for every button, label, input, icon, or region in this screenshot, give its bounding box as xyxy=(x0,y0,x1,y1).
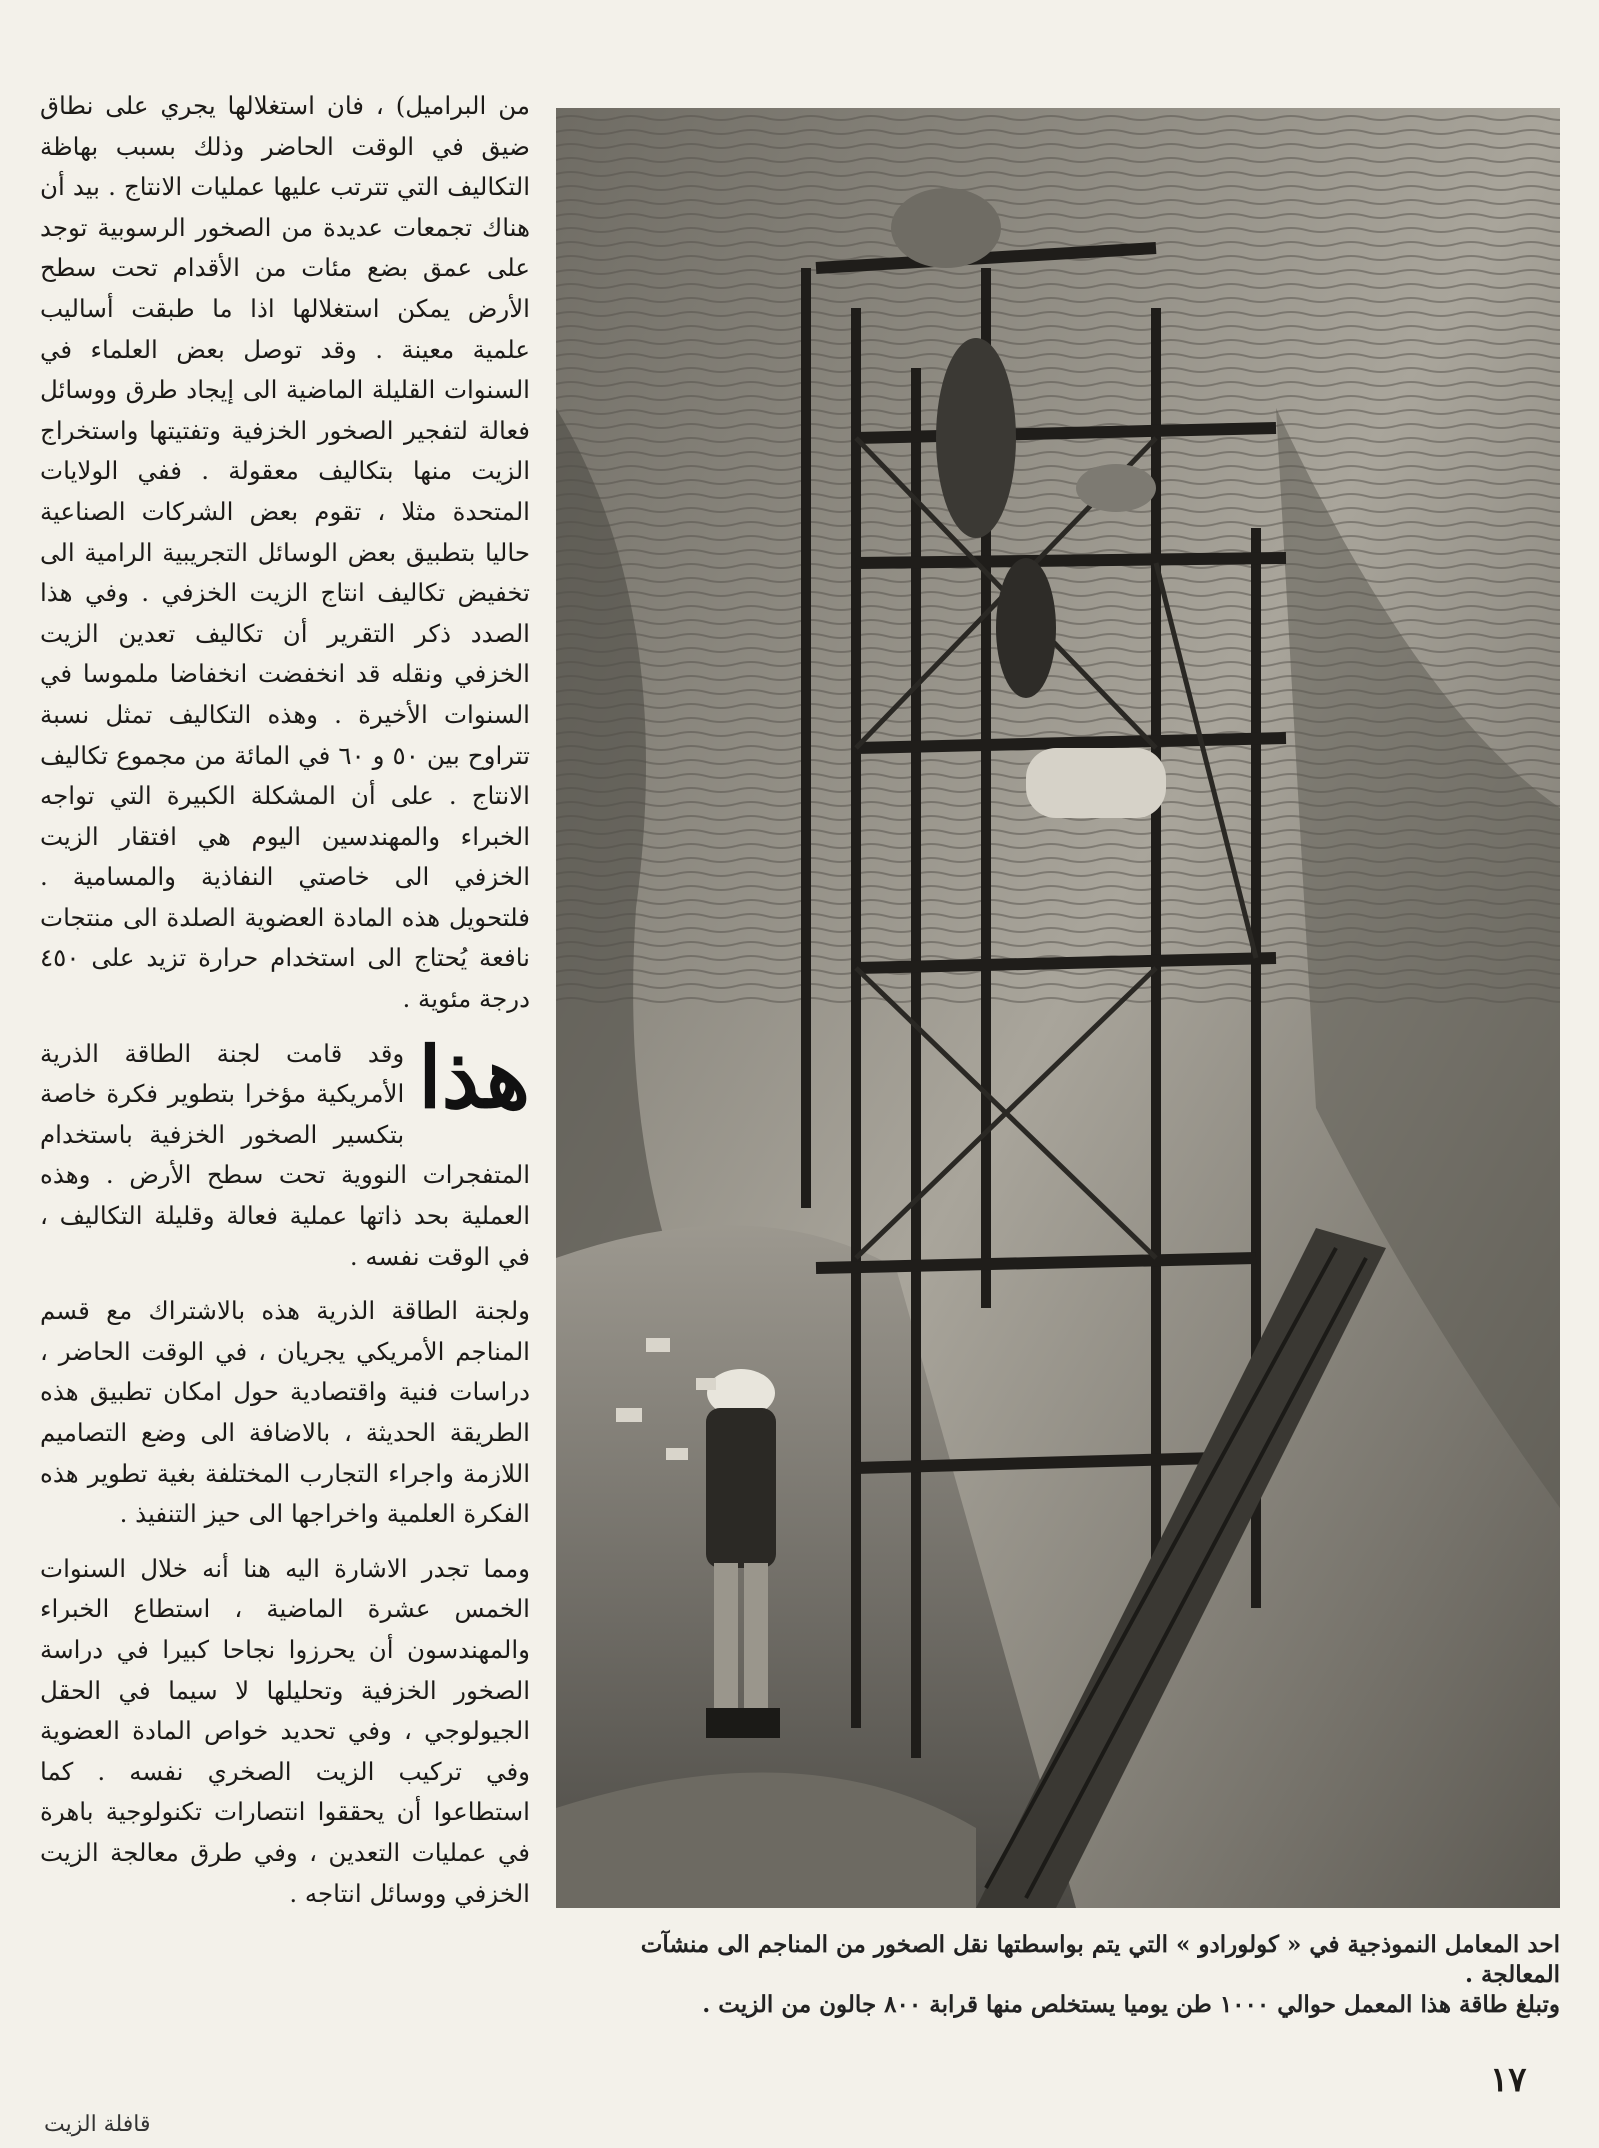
article-paragraph-4: ومما تجدر الاشارة اليه هنا أنه خلال السنوات الخمس عشرة الماضية ، استطاع الخبراء والمهندسون أن يحرزوا نجاحا كبيرا في دراسة الصخور الخزفية وتحليلها لا سيما في الحقل الجيولوجي ، وفي تحديد خواص المادة العضوية وفي تركيب الزيت الصخري نفسه . كما استطاعوا أن يحققوا انتصارات تكنولوجية باهرة في عمليات التعدين ، وفي طرق معالجة الزيت الخزفي ووسائل انتاجه . xyxy=(40,1553,530,1908)
photo-caption xyxy=(556,1930,1560,2020)
caption-line-1: احد المعامل النموذجية في « كولورادو » التي يتم بواسطتها نقل الصخور من المناجم الى منشآت المعالجة . xyxy=(640,1931,1560,1988)
drop-cap: هذا xyxy=(418,1027,530,1127)
article-paragraph-2 xyxy=(40,1027,530,1278)
article-paragraph-2-text: وقد قامت لجنة الطاقة الذرية الأمريكية مؤخرا بتطوير فكرة خاصة بتكسير الصخور الخزفية باستخدام المتفجرات النووية تحت سطح الأرض . وهذه العملية بحد ذاتها عملية فعالة وقليلة التكاليف ، في الوقت نفسه . xyxy=(40,1038,530,1271)
article-paragraph-1: من البراميل) ، فان استغلالها يجري على نطاق ضيق في الوقت الحاضر وذلك بسبب بهاظة التكاليف التي تترتب عليها عمليات الانتاج . بيد أن هناك تجمعات عديدة من الصخور الرسوبية توجد على عمق بضع مئات من الأقدام تحت سطح الأرض يمكن استغلالها اذا ما طبقت أساليب علمية معينة . وقد توصل بعض العلماء في السنوات القليلة الماضية الى إيجاد طرق ووسائل فعالة لتفجير الصخور الخزفية وتفتيتها واستخراج الزيت منها بتكاليف معقولة . ففي الولايات المتحدة مثلا ، تقوم بعض الشركات الصناعية حاليا بتطبيق بعض الوسائل التجريبية الرامية الى تخفيض تكاليف انتاج الزيت الخزفي . وفي هذا الصدد ذكر التقرير أن تكاليف تعدين الزيت الخزفي ونقله قد انخفضت انخفاضا ملموسا في السنوات الأخيرة . وهذه التكاليف تمثل نسبة تتراوح بين ٥٠ و ٦٠ في المائة من مجموع تكاليف الانتاج . على أن المشكلة الكبيرة التي تواجه الخبراء والمهندسين اليوم هي افتقار الزيت الخزفي الى خاصتي النفاذية والمسامية . فلتحويل هذه المادة العضوية الصلدة الى منتجات نافعة يُحتاج الى استخدام حرارة تزيد على ٤٥٠ درجة مئوية . xyxy=(40,91,530,1014)
oil-shale-plant-photo xyxy=(556,108,1560,1908)
article-paragraph-3: ولجنة الطاقة الذرية هذه بالاشتراك مع قسم المناجم الأمريكي يجريان ، في الوقت الحاضر ، دراسات فنية واقتصادية حول امكان تطبيق هذه الطريقة الحديثة ، بالاضافة الى وضع التصاميم اللازمة واجراء التجارب المختلفة بغية تطوير هذه الفكرة العلمية واخراجها الى حيز التنفيذ . xyxy=(40,1296,530,1529)
photo-illustration xyxy=(556,108,1560,1908)
magazine-title: قافلة الزيت xyxy=(44,2112,151,2137)
article-text-column xyxy=(40,86,530,2026)
page-number: ١٧ xyxy=(1490,2060,1527,2100)
caption-line-2: وتبلغ طاقة هذا المعمل حوالي ١٠٠٠ طن يوميا يستخلص منها قرابة ٨٠٠ جالون من الزيت . xyxy=(702,1991,1560,2018)
